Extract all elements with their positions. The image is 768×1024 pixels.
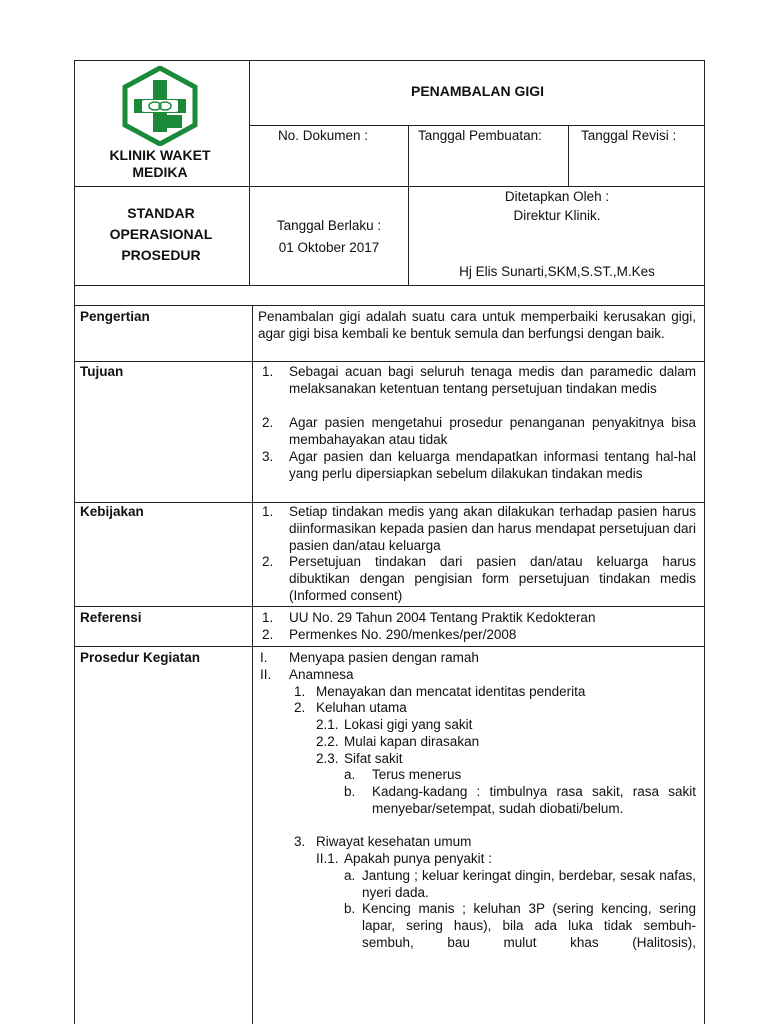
list-item: Kadang-kadang : timbulnya rasa sakit, rasa sakit menyebar/setempat, sudah diobati/belum.: [372, 784, 696, 816]
clinic-name: KLINIK WAKET MEDIKA: [109, 147, 211, 180]
ditetapkan-label: Ditetapkan Oleh :: [504, 189, 610, 204]
list-number: II.: [260, 667, 272, 682]
table-border: [74, 361, 705, 362]
document-title: PENAMBALAN GIGI: [411, 83, 544, 99]
list-number: a.: [344, 767, 356, 782]
list-number: b.: [344, 901, 356, 916]
table-border: [704, 286, 705, 1024]
list-number: 3.: [262, 449, 274, 464]
tanggal-berlaku-value: 01 Oktober 2017: [278, 240, 380, 255]
list-item: Permenkes No. 290/menkes/per/2008: [289, 627, 517, 642]
pengertian-label: Pengertian: [80, 309, 150, 324]
no-dokumen-label: No. Dokumen :: [278, 128, 369, 143]
list-item: Agar pasien mengetahui prosedur penanganan penyakitnya bisa membahayakan atau tidak: [289, 415, 696, 447]
list-number: b.: [344, 784, 356, 799]
sop-line: STANDAR: [127, 205, 195, 221]
list-number: a.: [344, 868, 356, 883]
header-divider: [568, 125, 569, 186]
sop-line: OPERASIONAL: [109, 226, 213, 242]
pengertian-text: Penambalan gigi adalah suatu cara untuk memperbaiki kerusakan gigi, agar gigi bisa kembali ke bentuk semula dan berfungsi dengan baik.: [258, 309, 696, 341]
tanggal-pembuatan-label: Tanggal Pembuatan:: [418, 128, 542, 143]
list-item: Lokasi gigi yang sakit: [344, 717, 473, 732]
list-item: Sifat sakit: [344, 751, 403, 766]
list-item: UU No. 29 Tahun 2004 Tentang Praktik Kedokteran: [289, 610, 596, 625]
list-item: Menyapa pasien dengan ramah: [289, 650, 479, 665]
list-item: Kencing manis ; keluhan 3P (sering kencing, sering lapar, sering haus), bila ada luka tidak sembuh-sembuh, bau mulut khas (Halitosis),: [362, 901, 696, 950]
list-item: Menayakan dan mencatat identitas penderita: [316, 684, 586, 699]
list-number: 2.: [262, 415, 274, 430]
tanggal-berlaku-label: Tanggal Berlaku :: [276, 218, 382, 233]
list-number: II.1.: [316, 851, 339, 866]
kebijakan-label: Kebijakan: [80, 504, 144, 519]
table-border: [74, 305, 705, 306]
prosedur-label: Prosedur Kegiatan: [80, 650, 201, 665]
list-number: 1.: [262, 610, 274, 625]
list-item: Apakah punya penyakit :: [344, 851, 492, 866]
list-item: Sebagai acuan bagi seluruh tenaga medis dan paramedic dalam melaksanakan ketentuan tentang persetujuan tindakan medis: [289, 364, 696, 396]
list-item: Anamnesa: [289, 667, 354, 682]
list-number: 1.: [294, 684, 306, 699]
ditetapkan-block: [409, 187, 705, 225]
list-item: Mulai kapan dirasakan: [344, 734, 480, 749]
list-number: 2.: [262, 627, 274, 642]
list-number: I.: [260, 650, 268, 665]
list-item: Persetujuan tindakan dari pasien dan/atau keluarga harus dibuktikan dengan pengisian form persetujuan tindakan medis (Informed consent): [289, 554, 696, 603]
list-item: Setiap tindakan medis yang akan dilakukan terhadap pasien harus diinformasikan kepada pasien dan harus mendapat persetujuan dari pasien dan/atau keluarga: [289, 504, 696, 553]
list-item: Keluhan utama: [316, 700, 407, 715]
table-border: [74, 646, 705, 647]
list-number: 3.: [294, 834, 306, 849]
referensi-label: Referensi: [80, 610, 142, 625]
tanggal-revisi-label: Tanggal Revisi :: [581, 128, 677, 143]
direktur-label: Direktur Klinik.: [513, 208, 601, 223]
sop-line: PROSEDUR: [121, 247, 201, 263]
tujuan-label: Tujuan: [80, 364, 124, 379]
list-number: 2.3.: [316, 751, 339, 766]
header-divider: [249, 125, 705, 126]
list-number: 2.: [262, 554, 274, 569]
list-number: 2.: [294, 700, 306, 715]
list-item: Riwayat kesehatan umum: [316, 834, 472, 849]
table-border: [74, 502, 705, 503]
signer-name: Hj Elis Sunarti,SKM,S.ST.,M.Kes: [459, 264, 655, 279]
table-border: [252, 305, 253, 1024]
tanggal-berlaku: [250, 215, 408, 259]
table-border: [74, 606, 705, 607]
list-number: 2.1.: [316, 717, 339, 732]
sop-heading: [76, 203, 246, 266]
list-item: Terus menerus: [372, 767, 462, 782]
list-item: Agar pasien dan keluarga mendapatkan informasi tentang hal-hal yang perlu dipersiapkan sebelum dilakukan tindakan medis: [289, 449, 696, 481]
table-border: [74, 286, 75, 1024]
list-number: 1.: [262, 364, 274, 379]
clinic-logo: [120, 66, 200, 146]
list-number: 2.2.: [316, 734, 339, 749]
list-number: 1.: [262, 504, 274, 519]
list-item: Jantung ; keluar keringat dingin, berdebar, sesak nafas, nyeri dada.: [362, 868, 696, 900]
